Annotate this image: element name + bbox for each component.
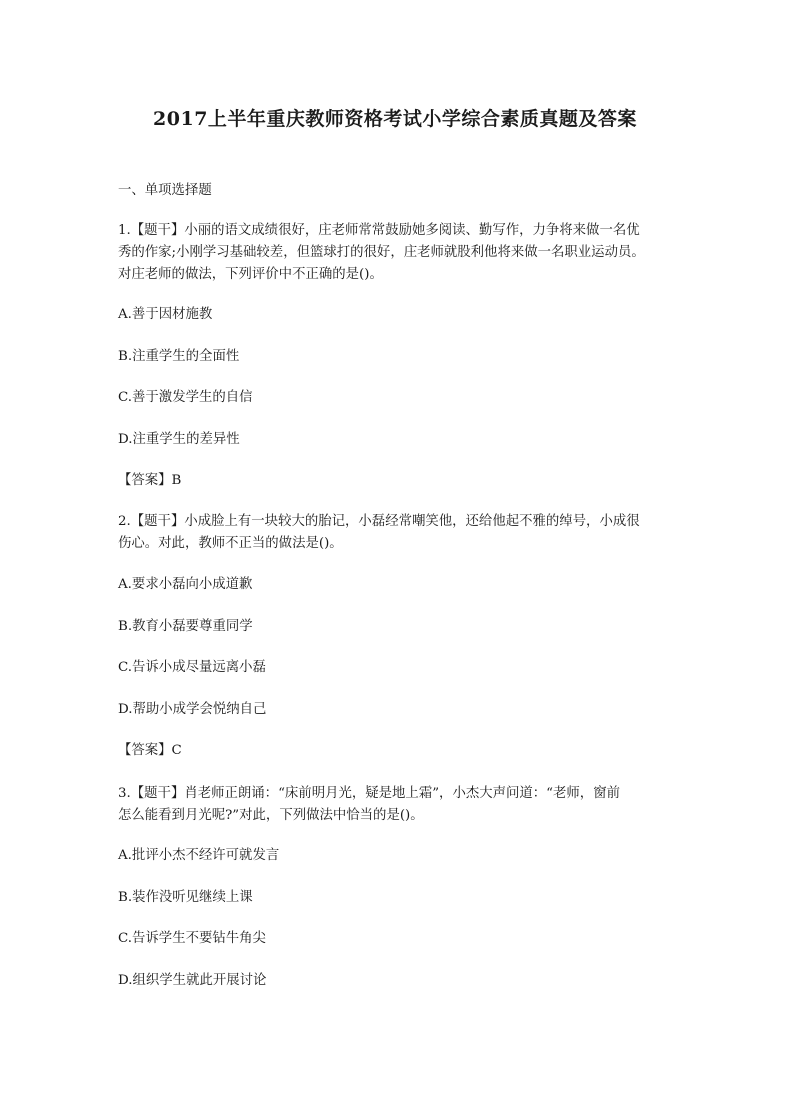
question-stem-line: 3.【题干】肖老师正朗诵：“床前明月光，疑是地上霜”，小杰大声问道：“老师，窗前 <box>118 786 620 801</box>
question-2-stem <box>118 511 678 555</box>
question-1-option-b: B.注重学生的全面性 <box>118 349 240 364</box>
question-1-stem <box>118 220 678 286</box>
question-3-option-c: C.告诉学生不要钻牛角尖 <box>118 931 266 946</box>
question-stem-line: 1.【题干】小丽的语文成绩很好，庄老师常常鼓励她多阅读、勤写作，力争将来做一名优 <box>118 223 640 238</box>
question-1-option-d: D.注重学生的差异性 <box>118 432 240 447</box>
document-title: 2017上半年重庆教师资格考试小学综合素质真题及答案 <box>153 108 637 130</box>
question-stem-line: 伤心。对此，教师不正当的做法是()。 <box>118 536 343 551</box>
question-1-option-a: A.善于因材施教 <box>118 307 213 322</box>
question-3-option-b: B.装作没听见继续上课 <box>118 890 253 905</box>
question-stem-line: 秀的作家;小刚学习基础较差，但篮球打的很好，庄老师就股利他将来做一名职业运动员。 <box>118 245 645 260</box>
question-2-answer: 【答案】C <box>118 743 182 758</box>
question-2-option-b: B.教育小磊要尊重同学 <box>118 619 253 634</box>
question-stem-line: 怎么能看到月光呢?”对此，下列做法中恰当的是()。 <box>118 808 424 823</box>
question-2-option-a: A.要求小磊向小成道歉 <box>118 577 253 592</box>
question-3-option-d: D.组织学生就此开展讨论 <box>118 973 267 988</box>
question-stem-line: 对庄老师的做法，下列评价中不正确的是()。 <box>118 267 383 282</box>
section-heading: 一、单项选择题 <box>118 183 212 198</box>
question-2-option-c: C.告诉小成尽量远离小磊 <box>118 660 266 675</box>
question-3-stem <box>118 783 678 827</box>
question-1-answer: 【答案】B <box>118 473 182 488</box>
question-3-option-a: A.批评小杰不经许可就发言 <box>118 848 280 863</box>
question-1-option-c: C.善于激发学生的自信 <box>118 390 253 405</box>
question-stem-line: 2.【题干】小成脸上有一块较大的胎记，小磊经常嘲笑他，还给他起不雅的绰号，小成很 <box>118 514 640 529</box>
question-2-option-d: D.帮助小成学会悦纳自己 <box>118 702 267 717</box>
